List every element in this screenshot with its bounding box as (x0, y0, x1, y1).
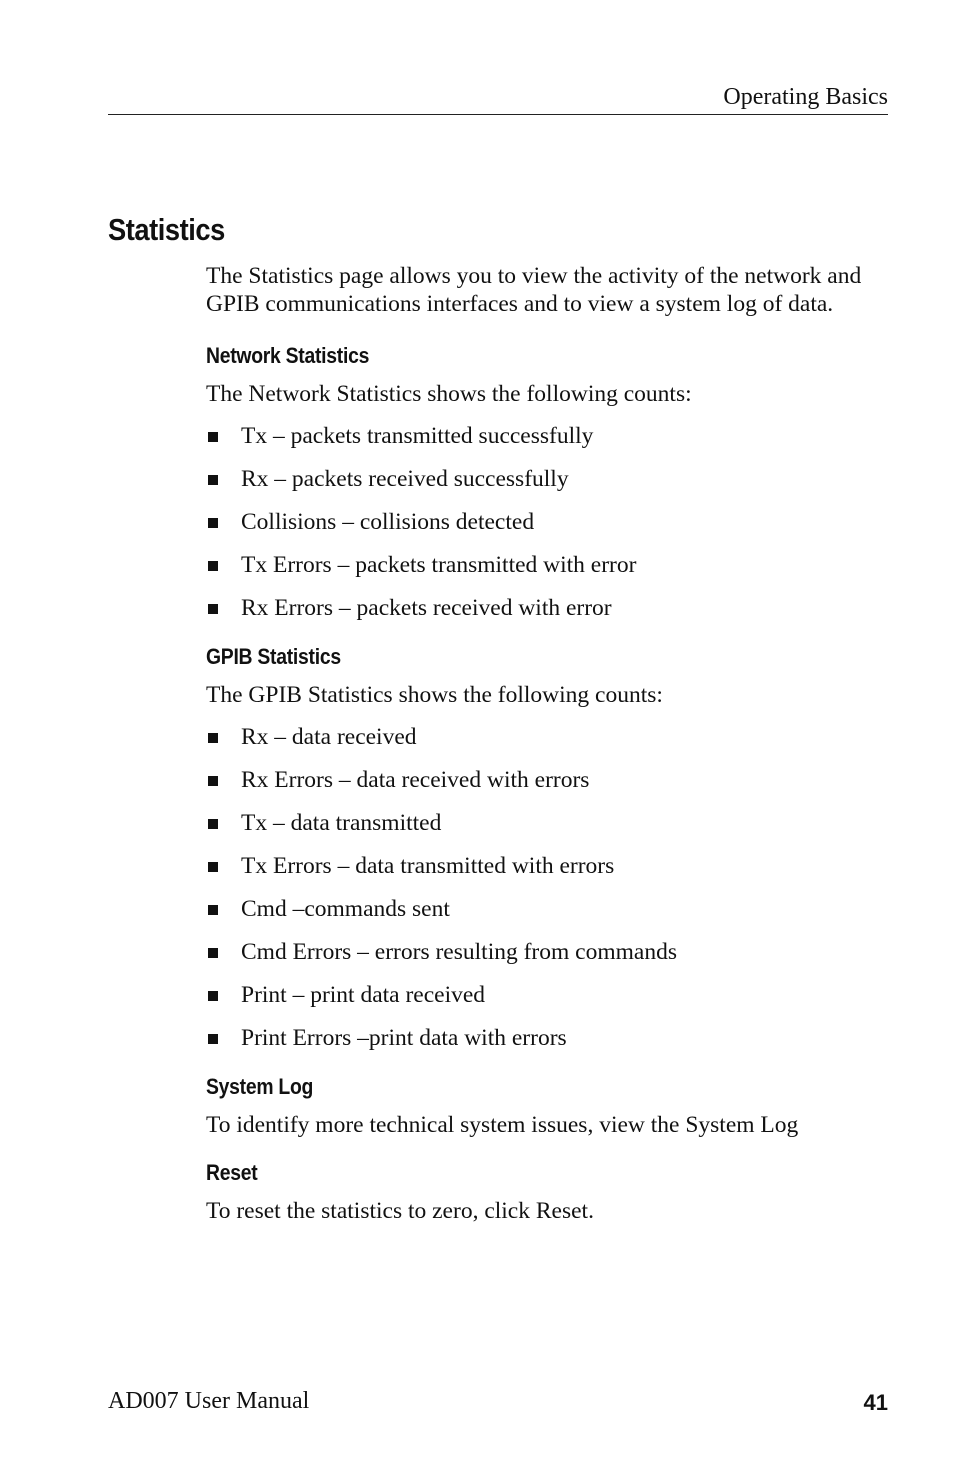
list-item-text: Cmd Errors – errors resulting from commands (241, 939, 677, 965)
list-item (206, 937, 866, 967)
list-item (206, 507, 866, 537)
list-item-text: Rx – data received (241, 724, 417, 750)
header-rule (108, 114, 888, 115)
bullet-square-icon (208, 475, 218, 485)
bullet-square-icon (208, 432, 218, 442)
bullet-square-icon (208, 819, 218, 829)
network-statistics-lead: The Network Statistics shows the following counts: (206, 381, 692, 407)
list-item (206, 851, 866, 881)
list-item-text: Rx Errors – packets received with error (241, 595, 612, 621)
list-item (206, 980, 866, 1010)
list-item (206, 593, 866, 623)
list-item (206, 421, 866, 451)
section-title: Statistics (108, 212, 225, 247)
list-item (206, 765, 866, 795)
reset-text: To reset the statistics to zero, click Reset. (206, 1198, 594, 1224)
gpib-statistics-lead: The GPIB Statistics shows the following counts: (206, 682, 663, 708)
list-item-text: Tx Errors – packets transmitted with error (241, 552, 637, 578)
bullet-square-icon (208, 518, 218, 528)
bullet-square-icon (208, 862, 218, 872)
bullet-square-icon (208, 905, 218, 915)
list-item-text: Rx – packets received successfully (241, 466, 569, 492)
footer-manual-title: AD007 User Manual (108, 1388, 310, 1414)
network-statistics-list (206, 421, 866, 623)
list-item-text: Tx – packets transmitted successfully (241, 423, 594, 449)
list-item-text: Tx – data transmitted (241, 810, 442, 836)
list-item-text: Print Errors –print data with errors (241, 1025, 567, 1051)
bullet-square-icon (208, 991, 218, 1001)
list-item-text: Collisions – collisions detected (241, 509, 535, 535)
list-item (206, 550, 866, 580)
system-log-heading: System Log (206, 1074, 314, 1099)
bullet-square-icon (208, 604, 218, 614)
network-statistics-heading: Network Statistics (206, 343, 370, 368)
running-head: Operating Basics (723, 84, 888, 110)
intro-paragraph: The Statistics page allows you to view the activity of the network and GPIB communications interfaces and to view a system log of data. (206, 263, 862, 317)
list-item-text: Rx Errors – data received with errors (241, 767, 590, 793)
bullet-square-icon (208, 561, 218, 571)
list-item (206, 722, 866, 752)
list-item-text: Tx Errors – data transmitted with errors (241, 853, 615, 879)
bullet-square-icon (208, 948, 218, 958)
page-number: 41 (863, 1390, 888, 1415)
list-item-text: Print – print data received (241, 982, 486, 1008)
section-body (206, 262, 866, 1225)
list-item (206, 894, 866, 924)
bullet-square-icon (208, 776, 218, 786)
bullet-square-icon (208, 1034, 218, 1044)
list-item (206, 808, 866, 838)
list-item (206, 464, 866, 494)
list-item-text: Cmd –commands sent (241, 896, 450, 922)
reset-heading: Reset (206, 1160, 258, 1185)
system-log-text: To identify more technical system issues, view the System Log (206, 1112, 799, 1138)
list-item (206, 1023, 866, 1053)
gpib-statistics-heading: GPIB Statistics (206, 644, 341, 669)
bullet-square-icon (208, 733, 218, 743)
gpib-statistics-list (206, 722, 866, 1053)
